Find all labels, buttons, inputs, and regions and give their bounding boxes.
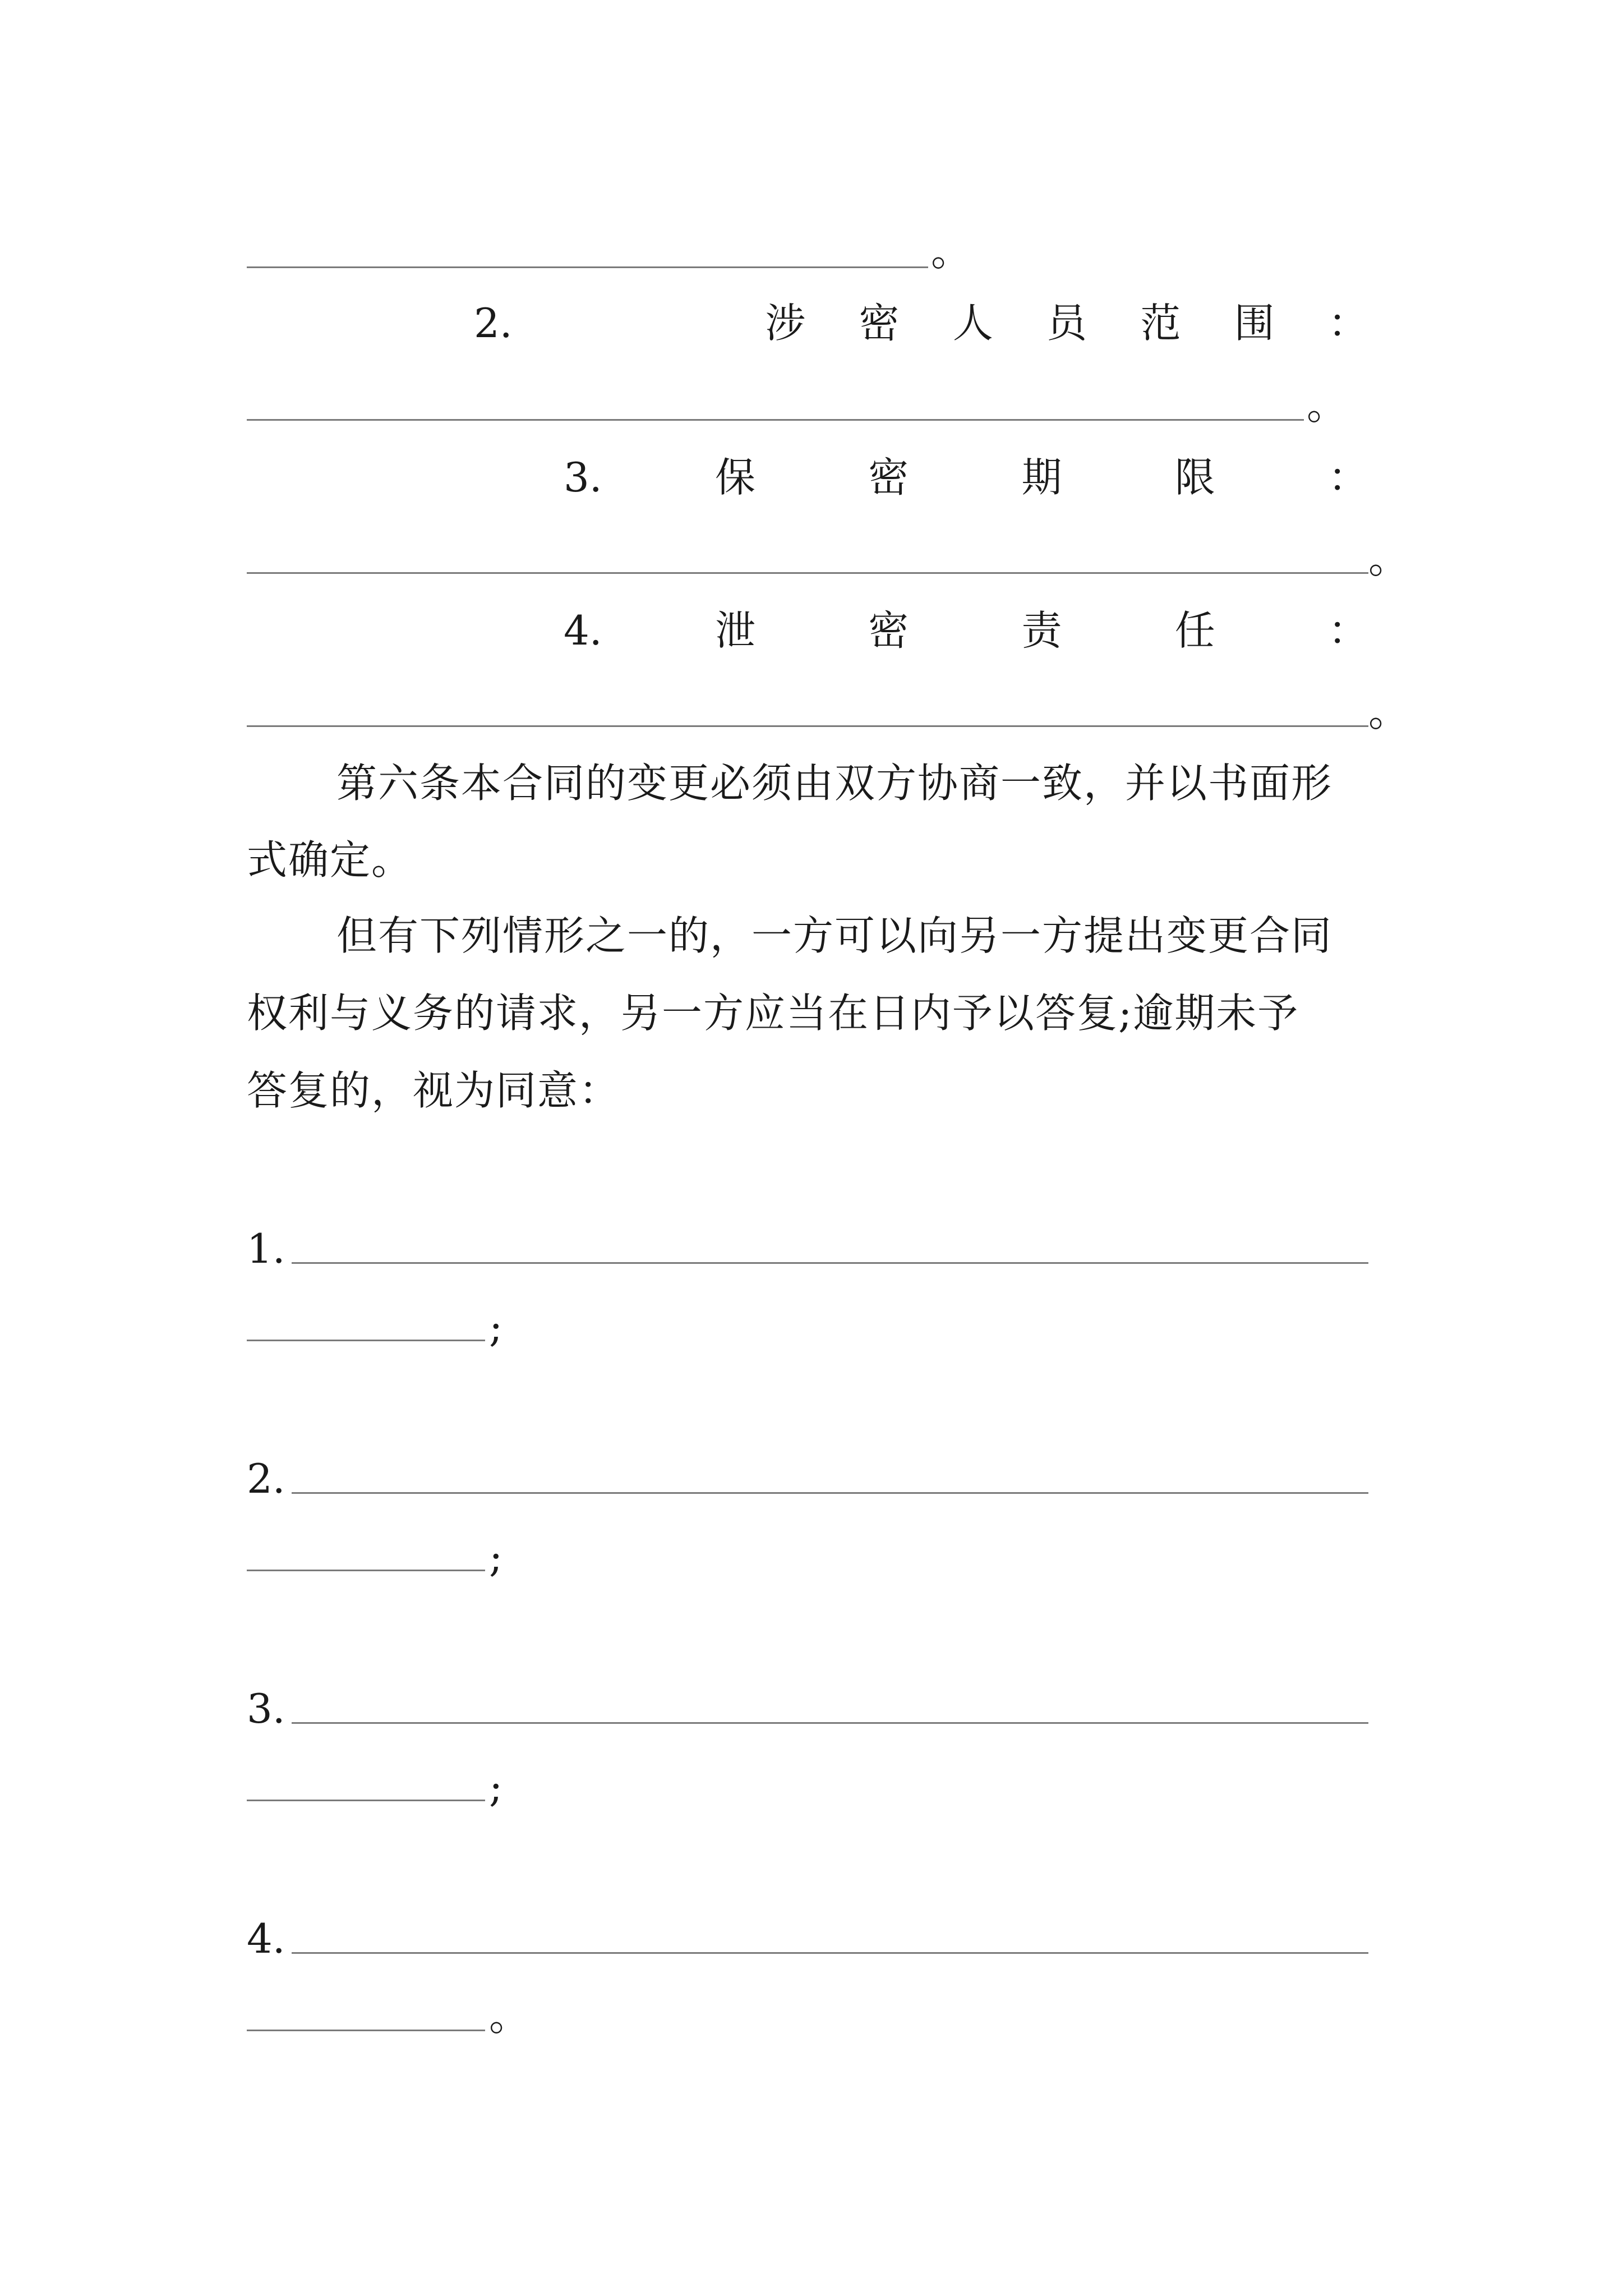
period: 。 [1368,535,1409,582]
item-3-colon: ： [1327,454,1368,501]
period: 。 [931,228,972,275]
item-2-char: 密 [859,300,900,347]
period: 。 [1307,381,1348,429]
item-3-number: 3. [564,454,602,501]
list-item-2-number: 2. [247,1455,285,1502]
item-3-char: 密 [868,454,909,501]
item-3-char: 期 [1021,454,1062,501]
blank-line [247,419,1304,421]
blank-line [247,572,1368,574]
blank-line [292,1262,1368,1264]
list-item-4-number: 4. [247,1915,285,1962]
blank-line [247,1800,485,1801]
blank-line [247,2030,485,2031]
item-2-heading [474,300,1368,347]
list-item-3-end: ; [489,1764,503,1811]
item-4-number: 4. [564,607,602,654]
item-3-char: 保 [714,454,755,501]
item-2-char: 员 [1046,300,1087,347]
item-4-char: 任 [1174,607,1215,654]
item-2-char: 人 [952,300,993,347]
article-6-line-2: 式确定。 [247,836,413,884]
conditions-line-1: 但有下列情形之一的，一方可以向另一方提出变更合同 [336,912,1333,959]
blank-line [292,1952,1368,1954]
blank-line [247,1570,485,1571]
blank-line [292,1492,1368,1494]
blank-line [247,725,1368,727]
item-2-number: 2. [474,300,513,347]
conditions-line-2: 权利与义务的请求，另一方应当在日内予以答复;逾期未予 [247,990,1299,1037]
item-4-colon: ： [1327,607,1368,654]
period: 。 [1368,688,1409,735]
blank-line [247,1340,485,1341]
list-item-1-number: 1. [247,1225,285,1272]
item-4-char: 责 [1021,607,1062,654]
blank-line [292,1722,1368,1724]
item-2-char: 围 [1234,300,1275,347]
item-2-char: 涉 [765,300,806,347]
list-item-4-end: 。 [489,1993,530,2040]
item-4-char: 泄 [714,607,755,654]
item-4-heading [564,607,1368,654]
list-item-1-end: ; [489,1304,503,1351]
item-4-char: 密 [868,607,909,654]
item-2-char: 范 [1140,300,1181,347]
list-item-2-end: ; [489,1534,503,1581]
article-6-line-1: 第六条本合同的变更必须由双方协商一致，并以书面形 [336,760,1333,807]
list-item-3-number: 3. [247,1685,285,1732]
blank-line [247,266,928,268]
item-3-heading [564,454,1368,501]
item-2-colon: ： [1327,300,1368,347]
item-3-char: 限 [1174,454,1215,501]
conditions-line-3: 答复的，视为同意： [247,1067,621,1114]
